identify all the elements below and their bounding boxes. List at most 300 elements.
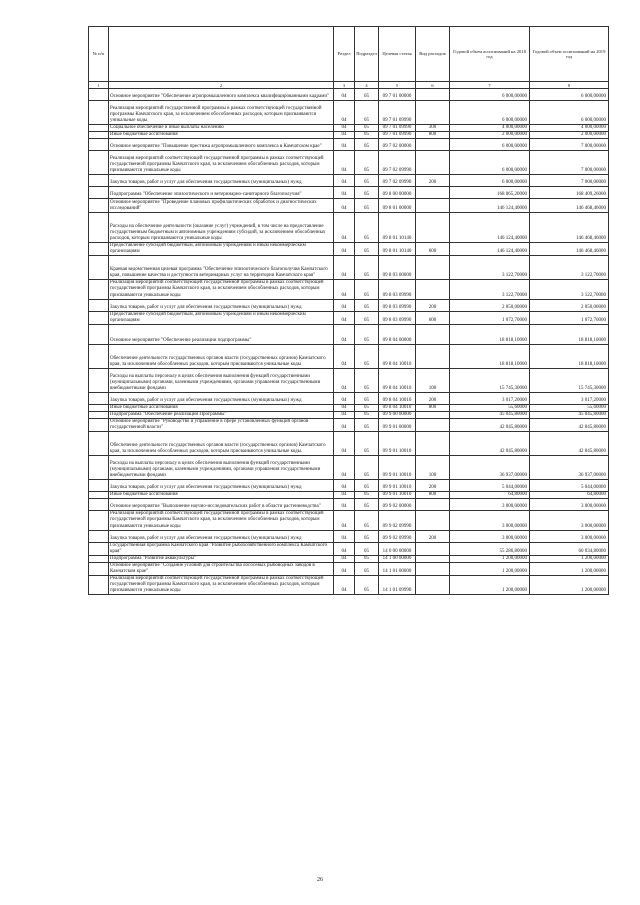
- row-2018-cell: 36 937,00000: [450, 456, 530, 480]
- row-target-cell: 09 7 01 09990: [379, 132, 416, 139]
- row-section-cell: 04: [334, 411, 355, 418]
- row-subsection-cell: 05: [355, 480, 379, 492]
- row-expense-cell: 200: [416, 480, 450, 492]
- table-row: [89, 324, 609, 344]
- table-row: [89, 576, 609, 595]
- row-2018-cell: 6 000,00000: [450, 101, 530, 125]
- row-name-cell: Основное мероприятие "Обеспечение агропромышленного комплекса квалифицированными кадрами": [109, 89, 334, 101]
- row-num-cell: [89, 151, 109, 175]
- row-name-cell: Основное мероприятие "Создание условий для строительства лососевых рыбоводных заводов в Камчатском крае": [109, 562, 334, 575]
- row-num-cell: [89, 411, 109, 418]
- row-expense-cell: 800: [416, 492, 450, 499]
- row-section-cell: 04: [334, 139, 355, 151]
- row-2019-cell: 146 468,46000: [530, 213, 609, 243]
- row-section-cell: 04: [334, 576, 355, 595]
- row-name-cell: Основное мероприятие "Повышение престижа агропромышленного комплекса в Камчатском крае": [109, 139, 334, 151]
- table-row: [89, 368, 609, 392]
- row-section-cell: 04: [334, 311, 355, 324]
- page-number: 26: [317, 877, 323, 883]
- row-2019-cell: 7 000,00000: [530, 151, 609, 175]
- row-subsection-cell: 05: [355, 368, 379, 392]
- row-section-cell: 04: [334, 243, 355, 256]
- row-name-cell: Обеспечение деятельности государственных органов власти (государственных органов) Камчатского края, за исключением обособленных расходов, которым присваиваются уникальные коды.: [109, 432, 334, 456]
- row-subsection-cell: 05: [355, 404, 379, 411]
- row-name-cell: Государственная программа Камчатского края "Развитие рыбохозяйственного комплекса Камчатского края": [109, 542, 334, 555]
- row-section-cell: 04: [334, 299, 355, 311]
- row-expense-cell: 200: [416, 175, 450, 187]
- row-subsection-cell: 05: [355, 555, 379, 562]
- table-row: [89, 199, 609, 213]
- budget-sheet: [88, 26, 608, 595]
- row-num-cell: [89, 101, 109, 125]
- row-section-cell: 04: [334, 101, 355, 125]
- row-section-cell: 04: [334, 542, 355, 555]
- row-2019-cell: 4 000,00000: [530, 125, 609, 132]
- table-row: [89, 555, 609, 562]
- row-num-cell: [89, 299, 109, 311]
- row-2018-cell: 2 000,00000: [450, 132, 530, 139]
- row-name-cell: Иные бюджетные ассигнования: [109, 132, 334, 139]
- row-name-cell: Реализация мероприятий соответствующей государственной программы в рамках соответствующей государственной программы Камчатского края, за исключением обособленных расходов, которым присваиваются уникальные коды: [109, 280, 334, 299]
- table-row: [89, 101, 609, 125]
- row-2018-cell: 6 000,00000: [450, 89, 530, 101]
- row-name-cell: Основное мероприятие "Выполнение научно-исследовательских работ в области растениеводства": [109, 499, 334, 511]
- row-name-cell: Краевая ведомственная целевая программа "Обеспечение эпизоотического благополучия Камчатского края, повышение качества и доступности ветеринарных услуг на территории Камчатского края": [109, 256, 334, 280]
- row-section-cell: 04: [334, 419, 355, 432]
- row-subsection-cell: 05: [355, 311, 379, 324]
- row-target-cell: 09 9 02 00000: [379, 499, 416, 511]
- row-expense-cell: [416, 324, 450, 344]
- row-subsection-cell: 05: [355, 199, 379, 213]
- row-num-cell: [89, 576, 109, 595]
- row-2019-cell: 146 468,46000: [530, 243, 609, 256]
- row-2019-cell: 64,80000: [530, 492, 609, 499]
- row-expense-cell: [416, 344, 450, 368]
- header-expense: Вид расходов: [416, 27, 450, 82]
- table-row: [89, 542, 609, 555]
- row-subsection-cell: 05: [355, 542, 379, 555]
- row-2019-cell: 55,60000: [530, 404, 609, 411]
- row-2018-cell: 146 124,40000: [450, 199, 530, 213]
- row-section-cell: 04: [334, 324, 355, 344]
- row-2018-cell: 6 000,00000: [450, 151, 530, 175]
- row-2018-cell: 5 044,00000: [450, 480, 530, 492]
- row-name-cell: Расходы на выплаты персоналу в целях обеспечения выполнения функций государственными (муниципальными) органами, казенными учреждениями, органами управления государственными внебюджетными фондами: [109, 368, 334, 392]
- row-2018-cell: 168 065,20000: [450, 187, 530, 199]
- row-2018-cell: 55 286,80000: [450, 542, 530, 555]
- row-section-cell: 04: [334, 132, 355, 139]
- row-target-cell: 09 9 01 10010: [379, 480, 416, 492]
- row-num-cell: [89, 480, 109, 492]
- row-num-cell: [89, 456, 109, 480]
- table-row: [89, 256, 609, 280]
- row-2019-cell: 3 122,70000: [530, 256, 609, 280]
- row-2019-cell: 168 409,26000: [530, 187, 609, 199]
- col-number: 7: [450, 82, 530, 89]
- row-num-cell: [89, 280, 109, 299]
- row-num-cell: [89, 175, 109, 187]
- row-2019-cell: 15 745,30000: [530, 368, 609, 392]
- row-num-cell: [89, 542, 109, 555]
- row-target-cell: 09 7 02 09990: [379, 151, 416, 175]
- row-target-cell: 09 7 02 00000: [379, 139, 416, 151]
- table-row: [89, 411, 609, 418]
- row-target-cell: 09 8 04 10010: [379, 344, 416, 368]
- row-subsection-cell: 05: [355, 324, 379, 344]
- row-target-cell: 09 8 04 10010: [379, 404, 416, 411]
- table-row: [89, 125, 609, 132]
- row-subsection-cell: 05: [355, 101, 379, 125]
- table-row: [89, 151, 609, 175]
- row-section-cell: 04: [334, 256, 355, 280]
- row-subsection-cell: 05: [355, 562, 379, 575]
- row-2018-cell: 3 122,70000: [450, 256, 530, 280]
- row-target-cell: 09 9 01 10010: [379, 432, 416, 456]
- row-expense-cell: 200: [416, 299, 450, 311]
- row-section-cell: 04: [334, 499, 355, 511]
- row-subsection-cell: 05: [355, 243, 379, 256]
- row-expense-cell: [416, 199, 450, 213]
- table-row: [89, 311, 609, 324]
- row-num-cell: [89, 499, 109, 511]
- row-subsection-cell: 05: [355, 411, 379, 418]
- row-target-cell: 09 9 00 00000: [379, 411, 416, 418]
- row-target-cell: 09 8 04 10010: [379, 368, 416, 392]
- table-row: [89, 139, 609, 151]
- row-2019-cell: 3 000,00000: [530, 499, 609, 511]
- row-target-cell: 09 8 03 00000: [379, 256, 416, 280]
- row-target-cell: 09 8 01 10140: [379, 213, 416, 243]
- row-num-cell: [89, 89, 109, 101]
- row-section-cell: 04: [334, 151, 355, 175]
- row-subsection-cell: 05: [355, 256, 379, 280]
- row-expense-cell: 600: [416, 311, 450, 324]
- col-number: 8: [530, 82, 609, 89]
- row-expense-cell: [416, 511, 450, 530]
- row-expense-cell: [416, 419, 450, 432]
- row-subsection-cell: 05: [355, 299, 379, 311]
- row-subsection-cell: 05: [355, 432, 379, 456]
- row-target-cell: 09 8 04 10010: [379, 392, 416, 404]
- row-expense-cell: [416, 187, 450, 199]
- row-num-cell: [89, 256, 109, 280]
- row-2018-cell: 3 122,70000: [450, 280, 530, 299]
- table-header-row: [89, 27, 609, 82]
- row-target-cell: 09 9 02 09990: [379, 511, 416, 530]
- row-num-cell: [89, 125, 109, 132]
- row-name-cell: Закупка товаров, работ и услуг для обеспечения государственных (муниципальных) нужд: [109, 530, 334, 542]
- row-subsection-cell: 05: [355, 139, 379, 151]
- row-section-cell: 04: [334, 175, 355, 187]
- table-row: [89, 480, 609, 492]
- row-name-cell: Закупка товаров, работ и услуг для обеспечения государственных (муниципальных) нужд: [109, 392, 334, 404]
- row-name-cell: Закупка товаров, работ и услуг для обеспечения государственных (муниципальных) нужд: [109, 175, 334, 187]
- row-subsection-cell: 05: [355, 492, 379, 499]
- row-num-cell: [89, 243, 109, 256]
- row-target-cell: 09 8 01 10140: [379, 243, 416, 256]
- row-target-cell: 09 9 01 10010: [379, 456, 416, 480]
- row-section-cell: 04: [334, 187, 355, 199]
- row-name-cell: Предоставление субсидий бюджетным, автономным учреждениям и иным некоммерческим организациям: [109, 311, 334, 324]
- row-2019-cell: 3 017,20000: [530, 392, 609, 404]
- row-2018-cell: 64,80000: [450, 492, 530, 499]
- row-expense-cell: [416, 576, 450, 595]
- table-row: [89, 530, 609, 542]
- row-section-cell: 04: [334, 432, 355, 456]
- row-target-cell: 09 8 04 00000: [379, 324, 416, 344]
- table-row: [89, 419, 609, 432]
- row-section-cell: 04: [334, 89, 355, 101]
- row-subsection-cell: 05: [355, 456, 379, 480]
- row-expense-cell: [416, 411, 450, 418]
- row-expense-cell: [416, 139, 450, 151]
- row-target-cell: 09 9 01 00000: [379, 419, 416, 432]
- table-row: [89, 499, 609, 511]
- row-expense-cell: [416, 101, 450, 125]
- row-target-cell: 14 1 01 00000: [379, 562, 416, 575]
- row-subsection-cell: 05: [355, 125, 379, 132]
- row-target-cell: 09 8 00 00000: [379, 187, 416, 199]
- row-expense-cell: 800: [416, 404, 450, 411]
- row-2018-cell: 2 050,00000: [450, 299, 530, 311]
- row-2019-cell: 146 468,46000: [530, 199, 609, 213]
- row-2018-cell: 45 045,80000: [450, 411, 530, 418]
- row-subsection-cell: 05: [355, 530, 379, 542]
- row-expense-cell: [416, 89, 450, 101]
- row-target-cell: 14 0 00 00000: [379, 542, 416, 555]
- row-section-cell: 04: [334, 199, 355, 213]
- row-name-cell: Расходы на выплаты персоналу в целях обеспечения выполнения функций государственными (муниципальными) органами, казенными учреждениями, органами управления государственными внебюджетными фондами: [109, 456, 334, 480]
- row-num-cell: [89, 139, 109, 151]
- row-2019-cell: 7 000,00000: [530, 139, 609, 151]
- row-expense-cell: 300: [416, 125, 450, 132]
- table-row: [89, 432, 609, 456]
- col-number: 1: [89, 82, 109, 89]
- row-subsection-cell: 05: [355, 187, 379, 199]
- row-2019-cell: 42 045,80000: [530, 419, 609, 432]
- header-2019: Годовой объем ассигнований на 2019 год: [530, 27, 609, 82]
- row-expense-cell: 600: [416, 243, 450, 256]
- row-name-cell: Реализация мероприятий соответствующей государственной программы в рамках соответствующей государственной программы Камчатского края, за исключением обособленных расходов, которым присваиваются уникальные коды: [109, 576, 334, 595]
- row-num-cell: [89, 530, 109, 542]
- table-row: [89, 299, 609, 311]
- row-2019-cell: 1 200,00000: [530, 562, 609, 575]
- row-section-cell: 04: [334, 562, 355, 575]
- row-expense-cell: 200: [416, 530, 450, 542]
- row-section-cell: 04: [334, 492, 355, 499]
- row-section-cell: 04: [334, 280, 355, 299]
- row-2019-cell: 2 000,00000: [530, 132, 609, 139]
- row-2019-cell: 1 200,00000: [530, 576, 609, 595]
- row-expense-cell: 100: [416, 456, 450, 480]
- table-row: [89, 280, 609, 299]
- row-name-cell: Закупка товаров, работ и услуг для обеспечения государственных (муниципальных) нужд: [109, 299, 334, 311]
- column-number-row: [89, 82, 609, 89]
- row-expense-cell: [416, 280, 450, 299]
- row-2019-cell: 7 000,00000: [530, 175, 609, 187]
- row-name-cell: Иные бюджетные ассигнования: [109, 404, 334, 411]
- row-name-cell: Реализация мероприятий соответствующей государственной программы в рамках соответствующей государственной программы Камчатского края, за исключением обособленных расходов, которым присваиваются уникальные коды: [109, 511, 334, 530]
- row-section-cell: 04: [334, 344, 355, 368]
- row-num-cell: [89, 132, 109, 139]
- row-2018-cell: 3 017,20000: [450, 392, 530, 404]
- row-2018-cell: 15 745,30000: [450, 368, 530, 392]
- row-target-cell: 09 7 01 09990: [379, 125, 416, 132]
- row-2019-cell: 18 818,10000: [530, 324, 609, 344]
- row-target-cell: 09 7 01 00000: [379, 89, 416, 101]
- row-2019-cell: 3 122,70000: [530, 280, 609, 299]
- row-subsection-cell: 05: [355, 499, 379, 511]
- row-expense-cell: [416, 542, 450, 555]
- header-name: [109, 27, 334, 82]
- row-name-cell: Подпрограмма "Развитие аквакультуры": [109, 555, 334, 562]
- row-2018-cell: 3 000,00000: [450, 530, 530, 542]
- row-subsection-cell: 05: [355, 89, 379, 101]
- table-row: [89, 132, 609, 139]
- row-subsection-cell: 05: [355, 151, 379, 175]
- row-name-cell: Основное мероприятие "Руководство и управление в сфере установленных функций органов государственной власти": [109, 419, 334, 432]
- row-2018-cell: 146 124,40000: [450, 243, 530, 256]
- row-num-cell: [89, 511, 109, 530]
- row-2019-cell: 1 200,00000: [530, 555, 609, 562]
- row-subsection-cell: 05: [355, 511, 379, 530]
- row-subsection-cell: 05: [355, 419, 379, 432]
- row-num-cell: [89, 213, 109, 243]
- row-section-cell: 04: [334, 456, 355, 480]
- row-target-cell: 09 7 02 09990: [379, 175, 416, 187]
- row-target-cell: 14 1 00 00000: [379, 555, 416, 562]
- row-name-cell: Реализация мероприятий соответствующей государственной программы в рамках соответствующей государственной программы Камчатского края, за исключением обособленных расходов, которым присваиваются уникальные коды: [109, 151, 334, 175]
- row-name-cell: Обеспечение деятельности государственных органов власти (государственных органов) Камчатского края, за исключением обособленных расходов, которым присваиваются уникальные коды: [109, 344, 334, 368]
- row-name-cell: Закупка товаров, работ и услуг для обеспечения государственных (муниципальных) нужд: [109, 480, 334, 492]
- table-row: [89, 511, 609, 530]
- row-subsection-cell: 05: [355, 392, 379, 404]
- col-number: 2: [109, 82, 334, 89]
- row-section-cell: 04: [334, 511, 355, 530]
- header-num: № п/п: [89, 27, 109, 82]
- header-target: Целевая статья: [379, 27, 416, 82]
- row-2019-cell: 45 045,80000: [530, 411, 609, 418]
- row-name-cell: Основное мероприятие "Обеспечение реализации подпрограммы": [109, 324, 334, 344]
- row-num-cell: [89, 392, 109, 404]
- row-name-cell: Предоставление субсидий бюджетным, автономным учреждениям и иным некоммерческим организациям: [109, 243, 334, 256]
- row-name-cell: Реализация мероприятий государственной программы в рамках соответствующей государственной программы Камчатского края, за исключением обособленных расходов, которым присваиваются уникальные коды: [109, 101, 334, 125]
- row-subsection-cell: 05: [355, 175, 379, 187]
- row-subsection-cell: 05: [355, 576, 379, 595]
- row-expense-cell: [416, 499, 450, 511]
- row-num-cell: [89, 344, 109, 368]
- table-row: [89, 187, 609, 199]
- row-2019-cell: 18 818,10000: [530, 344, 609, 368]
- row-2018-cell: 1 200,00000: [450, 562, 530, 575]
- row-2019-cell: 36 937,00000: [530, 456, 609, 480]
- table-row: [89, 243, 609, 256]
- row-2018-cell: 6 000,00000: [450, 139, 530, 151]
- row-num-cell: [89, 311, 109, 324]
- budget-rows: [89, 89, 609, 595]
- row-subsection-cell: 05: [355, 280, 379, 299]
- row-expense-cell: 100: [416, 368, 450, 392]
- table-row: [89, 89, 609, 101]
- row-name-cell: Основное мероприятие "Проведение плановых профилактических обработок и диагностических исследований": [109, 199, 334, 213]
- table-row: [89, 392, 609, 404]
- row-2018-cell: 4 000,00000: [450, 125, 530, 132]
- row-section-cell: 04: [334, 368, 355, 392]
- row-2018-cell: 146 124,40000: [450, 213, 530, 243]
- row-num-cell: [89, 199, 109, 213]
- row-num-cell: [89, 562, 109, 575]
- row-2019-cell: 3 000,00000: [530, 511, 609, 530]
- row-subsection-cell: 05: [355, 213, 379, 243]
- table-row: [89, 456, 609, 480]
- row-target-cell: 14 1 01 09990: [379, 576, 416, 595]
- row-section-cell: 04: [334, 530, 355, 542]
- row-2019-cell: 5 044,00000: [530, 480, 609, 492]
- row-expense-cell: [416, 555, 450, 562]
- row-section-cell: 04: [334, 392, 355, 404]
- table-row: [89, 492, 609, 499]
- row-2018-cell: 55,60000: [450, 404, 530, 411]
- row-2018-cell: 42 045,80000: [450, 432, 530, 456]
- row-section-cell: 04: [334, 213, 355, 243]
- table-row: [89, 175, 609, 187]
- row-expense-cell: [416, 562, 450, 575]
- row-num-cell: [89, 492, 109, 499]
- row-2019-cell: 6 000,00000: [530, 89, 609, 101]
- col-number: 5: [379, 82, 416, 89]
- row-2018-cell: 6 000,00000: [450, 175, 530, 187]
- table-row: [89, 213, 609, 243]
- table-row: [89, 404, 609, 411]
- row-subsection-cell: 05: [355, 132, 379, 139]
- row-2018-cell: 1 200,00000: [450, 555, 530, 562]
- row-expense-cell: [416, 213, 450, 243]
- row-name-cell: Подпрограмма "Обеспечение эпизоотического и ветеринарно-санитарного благополучия": [109, 187, 334, 199]
- row-expense-cell: [416, 256, 450, 280]
- row-section-cell: 04: [334, 480, 355, 492]
- row-2019-cell: 6 000,00000: [530, 101, 609, 125]
- row-num-cell: [89, 404, 109, 411]
- row-target-cell: 09 8 01 00000: [379, 199, 416, 213]
- row-expense-cell: 200: [416, 392, 450, 404]
- row-section-cell: 04: [334, 404, 355, 411]
- row-num-cell: [89, 368, 109, 392]
- row-2019-cell: 1 072,70000: [530, 311, 609, 324]
- row-name-cell: Социальное обеспечение и иные выплаты населению: [109, 125, 334, 132]
- budget-table: [88, 26, 609, 595]
- row-2019-cell: 3 000,00000: [530, 530, 609, 542]
- col-number: 6: [416, 82, 450, 89]
- row-2018-cell: 18 818,10000: [450, 344, 530, 368]
- row-name-cell: Иные бюджетные ассигнования: [109, 492, 334, 499]
- row-2018-cell: 1 072,70000: [450, 311, 530, 324]
- row-name-cell: Подпрограмма "Обеспечение реализации Программы": [109, 411, 334, 418]
- table-row: [89, 562, 609, 575]
- header-section: Раздел: [334, 27, 355, 82]
- row-2018-cell: 42 045,80000: [450, 419, 530, 432]
- row-section-cell: 04: [334, 125, 355, 132]
- row-target-cell: 09 8 03 09990: [379, 311, 416, 324]
- row-2018-cell: 18 818,10000: [450, 324, 530, 344]
- row-subsection-cell: 05: [355, 344, 379, 368]
- row-2019-cell: 2 050,00000: [530, 299, 609, 311]
- row-expense-cell: [416, 432, 450, 456]
- row-num-cell: [89, 324, 109, 344]
- row-2019-cell: 60 034,80000: [530, 542, 609, 555]
- row-target-cell: 09 8 03 09990: [379, 280, 416, 299]
- row-num-cell: [89, 432, 109, 456]
- row-2018-cell: 3 000,00000: [450, 499, 530, 511]
